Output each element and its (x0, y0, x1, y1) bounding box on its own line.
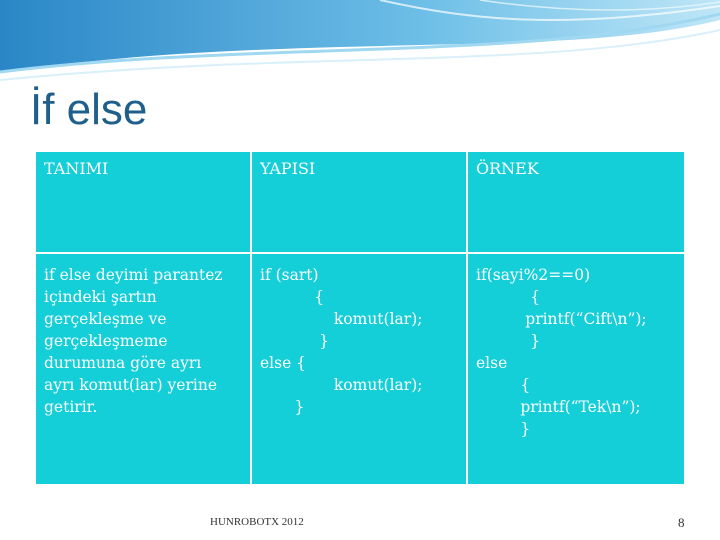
tanim-line: içindeki şartın (44, 288, 157, 306)
footer-text: HUNROBOTX 2012 (210, 516, 304, 528)
tanim-line: gerçekleşmeme (44, 332, 168, 350)
header-tanimi: TANIMI (36, 152, 250, 252)
page-number: 8 (678, 515, 685, 530)
ornek-line: { (476, 376, 531, 394)
ornek-line: printf(“Cift\n”); (476, 310, 647, 328)
header-ornek: ÖRNEK (468, 152, 684, 252)
decorative-header-banner (0, 0, 720, 90)
yapi-line: komut(lar); (260, 376, 423, 394)
tanim-line: ayrı komut(lar) yerine (44, 376, 218, 394)
tanim-line: getirir. (44, 398, 98, 416)
yapi-line: else { (260, 354, 307, 372)
ornek-line: { (476, 288, 541, 306)
page-title: İf else (30, 85, 148, 134)
ornek-line: if(sayi%2==0) (476, 266, 591, 284)
cell-tanimi (36, 254, 250, 484)
tanim-line: if else deyimi parantez (44, 266, 223, 284)
yapi-line: } (260, 398, 305, 416)
ornek-line: } (476, 420, 531, 438)
yapi-line: } (260, 332, 329, 350)
yapi-line: if (sart) (260, 266, 319, 284)
ornek-line: else (476, 354, 508, 372)
header-yapisi: YAPISI (252, 152, 466, 252)
tanim-line: durumuna göre ayrı (44, 354, 202, 372)
comparison-table (36, 152, 684, 484)
cell-ornek (468, 254, 684, 484)
cell-yapisi (252, 254, 466, 484)
ornek-line: } (476, 332, 541, 350)
tanim-line: gerçekleşme ve (44, 310, 167, 328)
yapi-line: { (260, 288, 325, 306)
ornek-line: printf(“Tek\n”); (476, 398, 641, 416)
yapi-line: komut(lar); (260, 310, 423, 328)
